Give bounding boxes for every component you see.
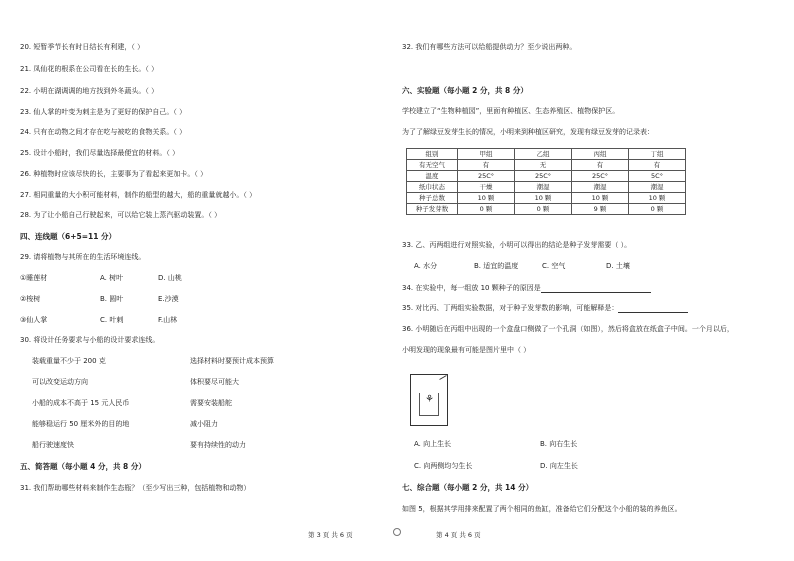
section-5-title: 五、简答题（每小题 4 分，共 8 分） bbox=[20, 462, 146, 471]
question-28: 28. 为了让小船自己行驶起来，可以给它装上蒸汽驱动装置。（ ） bbox=[20, 211, 222, 219]
question-35-text: 35. 对比丙、丁两组实验数据，对于种子发芽数的影响，可能解释是： bbox=[402, 304, 619, 312]
table-cell: 无 bbox=[515, 160, 572, 171]
question-30: 30. 将设计任务要求与小船的设计要求连线。 bbox=[20, 336, 160, 344]
question-36-line-2: 小明发现的现象最有可能是图片里中（ ） bbox=[402, 346, 531, 354]
question-36-line-1: 36. 小明随后在丙组中出现的一个盒盘口侧做了一个孔洞（如图），然后将盒放在纸盒子中间。一个月以后， bbox=[402, 325, 734, 333]
question-31: 31. 我们帮助哪些材料来制作生态瓶？（至少写出三种，包括植物和动物） bbox=[20, 484, 251, 492]
intro-line-2: 为了了解绿豆发芽生长的情况，小明来到种植区研究，发现有绿豆发芽的记录表： bbox=[402, 128, 654, 136]
match-29-left-1: ①睡莲材 bbox=[20, 274, 48, 282]
page-footer-right: 第 4 页 共 6 页 bbox=[436, 531, 481, 539]
question-24: 24. 只有在动物之间才存在吃与被吃的食物关系。（ ） bbox=[20, 128, 187, 136]
q36-option-a: A. 向上生长 bbox=[414, 440, 452, 448]
q36-option-d: D. 向左生长 bbox=[540, 462, 578, 470]
table-cell: 0 颗 bbox=[515, 204, 572, 215]
question-27: 27. 相同重量的大小积可能材料，制作的船型的越大，船的重量就越小。（ ） bbox=[20, 191, 257, 199]
table-cell: 25C° bbox=[458, 171, 515, 182]
question-34 bbox=[402, 284, 651, 293]
table-cell: 有 bbox=[629, 160, 686, 171]
table-cell: 温度 bbox=[407, 171, 458, 182]
match-30-left-5: 船行驶速度快 bbox=[32, 441, 74, 449]
section-4-title: 四、连线题（6+5=11 分） bbox=[20, 232, 117, 241]
question-37: 如图 5，根据其学用排来配置了两个相同的鱼缸，准备给它们分配这个小船的装的养鱼区。 bbox=[402, 505, 682, 513]
table-cell: 干燥 bbox=[458, 182, 515, 193]
table-cell: 有无空气 bbox=[407, 160, 458, 171]
answer-blank bbox=[618, 304, 688, 313]
table-cell: 丙组 bbox=[572, 149, 629, 160]
q36-option-b: B. 向右生长 bbox=[540, 440, 578, 448]
box-with-hole-figure bbox=[410, 374, 448, 426]
hole-mark-icon bbox=[439, 375, 446, 380]
table-cell: 0 颗 bbox=[629, 204, 686, 215]
match-30-left-1: 装载重量不少于 200 克 bbox=[32, 357, 106, 365]
table-cell: 种子发芽数 bbox=[407, 204, 458, 215]
table-cell: 9 颗 bbox=[572, 204, 629, 215]
section-7-title: 七、综合题（每小题 2 分，共 14 分） bbox=[402, 483, 534, 492]
table-cell: 种子总数 bbox=[407, 193, 458, 204]
match-29-right-3: F.山林 bbox=[158, 316, 178, 324]
match-29-left-3: ③仙人掌 bbox=[20, 316, 48, 324]
table-row bbox=[407, 193, 686, 204]
question-23: 23. 仙人掌的叶变为刺主是为了更好的保护自己。（ ） bbox=[20, 108, 187, 116]
table-cell: 有 bbox=[572, 160, 629, 171]
table-cell: 潮湿 bbox=[515, 182, 572, 193]
q33-option-a: A. 水分 bbox=[414, 262, 438, 270]
table-cell: 0 颗 bbox=[458, 204, 515, 215]
question-35 bbox=[402, 304, 688, 313]
table-cell: 纸巾状态 bbox=[407, 182, 458, 193]
question-25: 25. 设计小船时，我们尽量选择最便宜的材料。（ ） bbox=[20, 149, 180, 157]
match-30-left-4: 能够稳运行 50 厘米外的目的地 bbox=[32, 420, 130, 428]
table-cell: 有 bbox=[458, 160, 515, 171]
question-32: 32. 我们有哪些方法可以给船提供动力？至少说出两种。 bbox=[402, 43, 577, 51]
match-30-left-3: 小船的成本不高于 15 元人民币 bbox=[32, 399, 130, 407]
page-footer-left: 第 3 页 共 6 页 bbox=[308, 531, 353, 539]
table-cell: 10 颗 bbox=[458, 193, 515, 204]
table-row bbox=[407, 182, 686, 193]
q33-option-b: B. 适宜的温度 bbox=[474, 262, 519, 270]
question-22: 22. 小明在湖调调的地方找到外冬蔬头。（ ） bbox=[20, 87, 159, 95]
table-cell: 10 颗 bbox=[572, 193, 629, 204]
question-20: 20. 短暂季节长有时日结长有利建，（ ） bbox=[20, 43, 145, 51]
match-30-right-3: 需要安装船舵 bbox=[190, 399, 232, 407]
answer-blank bbox=[541, 284, 651, 293]
table-cell: 乙组 bbox=[515, 149, 572, 160]
right-page bbox=[397, 0, 794, 561]
match-30-right-1: 选择材料时要预计成本预算 bbox=[190, 357, 274, 365]
seedling-icon: ⚘ bbox=[425, 394, 434, 405]
table-cell: 组别 bbox=[407, 149, 458, 160]
table-cell: 甲组 bbox=[458, 149, 515, 160]
table-cell: 10 颗 bbox=[629, 193, 686, 204]
table-row bbox=[407, 204, 686, 215]
q36-option-c: C. 向两侧均匀生长 bbox=[414, 462, 473, 470]
question-21: 21. 凤仙花的根系在公司看在长的生长。（ ） bbox=[20, 65, 159, 73]
question-26: 26. 种植物时应该尽快的长，主要事为了看起来更加卡。（ ） bbox=[20, 170, 208, 178]
match-30-left-2: 可以改变运动方向 bbox=[32, 378, 88, 386]
q33-option-c: C. 空气 bbox=[542, 262, 566, 270]
germination-table bbox=[406, 148, 686, 215]
match-30-right-2: 体积要尽可能大 bbox=[190, 378, 239, 386]
question-33: 33. 乙、丙两组进行对照实验，小明可以得出的结论是种子发芽需要（ ）。 bbox=[402, 241, 632, 249]
question-34-text: 34. 在实验中，每一组放 10 颗种子的原因是 bbox=[402, 284, 541, 292]
table-cell: 丁组 bbox=[629, 149, 686, 160]
match-29-mid-3: C. 叶刺 bbox=[100, 316, 124, 324]
match-29-right-1: D. 山桃 bbox=[158, 274, 182, 282]
section-6-title: 六、实验题（每小题 2 分，共 8 分） bbox=[402, 86, 528, 95]
table-cell: 潮湿 bbox=[572, 182, 629, 193]
question-29: 29. 请将植物与其所在的生活环境连线。 bbox=[20, 253, 146, 261]
q33-option-d: D. 土壤 bbox=[606, 262, 630, 270]
table-row bbox=[407, 160, 686, 171]
table-row bbox=[407, 149, 686, 160]
match-30-right-5: 要有持续性的动力 bbox=[190, 441, 246, 449]
match-29-left-2: ②梭树 bbox=[20, 295, 41, 303]
table-cell: 25C° bbox=[515, 171, 572, 182]
match-30-right-4: 减小阻力 bbox=[190, 420, 218, 428]
match-29-mid-1: A. 树叶 bbox=[100, 274, 124, 282]
table-cell: 潮湿 bbox=[629, 182, 686, 193]
table-cell: 10 颗 bbox=[515, 193, 572, 204]
table-cell: 25C° bbox=[572, 171, 629, 182]
match-29-right-2: E.沙漠 bbox=[158, 295, 179, 303]
table-cell: 5C° bbox=[629, 171, 686, 182]
match-29-mid-2: B. 圆叶 bbox=[100, 295, 124, 303]
table-row bbox=[407, 171, 686, 182]
intro-line-1: 学校建立了“生物种植园”，里面有种植区、生态养殖区、植物保护区。 bbox=[402, 107, 620, 115]
